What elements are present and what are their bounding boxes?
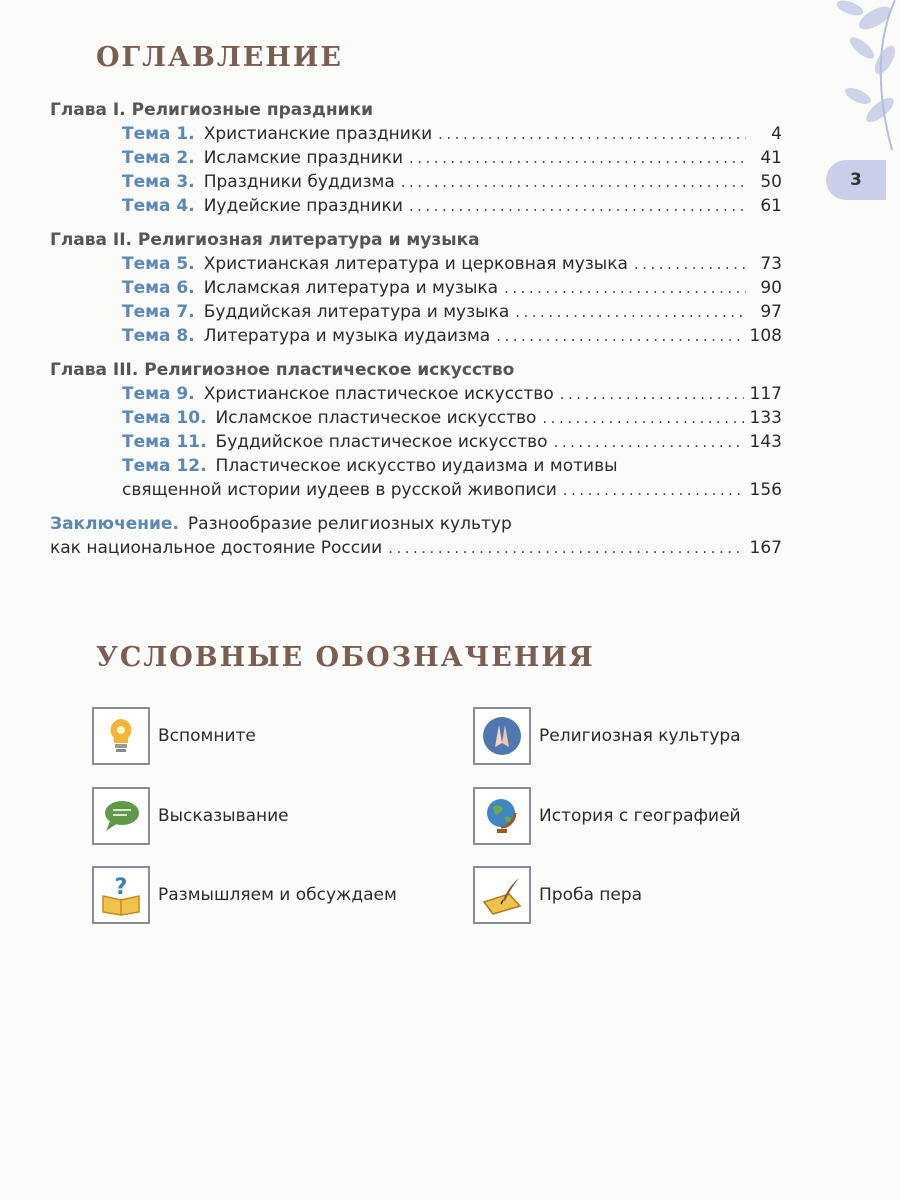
legend-label: Вспомните <box>158 726 256 746</box>
topic-text: Исламские праздники <box>203 148 403 168</box>
topic-text: Христианское пластическое искусство <box>203 384 554 404</box>
topic-page: 156 <box>749 480 782 500</box>
topic-label: Тема 9. <box>122 384 195 404</box>
topic-page: 143 <box>749 432 782 452</box>
toc-entry[interactable] <box>50 252 782 276</box>
speech-bubble-icon <box>92 787 150 845</box>
leader-dots <box>496 324 743 348</box>
toc-entry[interactable] <box>50 146 782 170</box>
topic-label: Тема 7. <box>122 302 195 322</box>
topic-text: священной истории иудеев в русской живописи <box>122 480 557 500</box>
legend-title: УСЛОВНЫЕ ОБОЗНАЧЕНИЯ <box>96 642 595 673</box>
toc-entry[interactable] <box>50 454 782 478</box>
topic-text: Буддийское пластическое искусство <box>215 432 548 452</box>
conclusion-text: как национальное достояние России <box>50 538 383 558</box>
topic-page: 41 <box>760 148 782 168</box>
toc-entry[interactable] <box>50 122 782 146</box>
legend-label: Высказывание <box>158 806 289 826</box>
topic-text: Христианская литература и церковная музыка <box>203 254 628 274</box>
topic-text: Христианские праздники <box>203 124 433 144</box>
legend-label: История с географией <box>539 806 741 826</box>
leader-dots <box>554 430 744 454</box>
topic-page: 133 <box>749 408 782 428</box>
leaf-decoration <box>780 0 900 160</box>
legend-label: Проба пера <box>539 885 643 905</box>
chapter-title: Глава III. Религиозное пластическое искусство <box>50 360 515 380</box>
toc-entry[interactable] <box>50 170 782 194</box>
topic-text: Буддийская литература и музыка <box>203 302 510 322</box>
topic-text: Литература и музыка иудаизма <box>203 326 491 346</box>
topic-label: Тема 3. <box>122 172 195 192</box>
toc-entry[interactable] <box>50 194 782 218</box>
leader-dots <box>438 122 746 146</box>
toc-entry[interactable] <box>50 276 782 300</box>
conclusion-label: Заключение. <box>50 514 179 534</box>
toc-entry-continuation[interactable] <box>50 536 782 560</box>
conclusion-text: Разнообразие религиозных культур <box>187 514 512 534</box>
leader-dots <box>634 252 746 276</box>
toc-entry[interactable] <box>50 430 782 454</box>
topic-label: Тема 12. <box>122 456 207 476</box>
leader-dots <box>409 194 746 218</box>
leader-dots <box>401 170 746 194</box>
table-of-contents <box>50 98 782 570</box>
chapter-title: Глава II. Религиозная литература и музыка <box>50 230 480 250</box>
topic-label: Тема 1. <box>122 124 195 144</box>
leader-dots <box>388 536 743 560</box>
topic-page: 61 <box>760 196 782 216</box>
toc-entry[interactable] <box>50 382 782 406</box>
legend-label: Религиозная культура <box>539 726 741 746</box>
toc-entry[interactable] <box>50 300 782 324</box>
toc-entry-continuation[interactable] <box>50 478 782 502</box>
page-number: 3 <box>850 170 862 190</box>
chapter-2 <box>50 228 782 348</box>
chapter-3 <box>50 358 782 502</box>
conclusion <box>50 512 782 560</box>
toc-entry[interactable] <box>50 324 782 348</box>
globe-icon <box>473 787 531 845</box>
topic-page: 4 <box>771 124 782 144</box>
lightbulb-icon <box>92 707 150 765</box>
legend-label: Размышляем и обсуждаем <box>158 885 397 905</box>
topic-page: 117 <box>749 384 782 404</box>
leader-dots <box>515 300 746 324</box>
legend-item-remember <box>92 707 256 765</box>
quill-pen-icon <box>473 866 531 924</box>
legend-item-religious-culture <box>473 707 741 765</box>
leader-dots <box>560 382 744 406</box>
topic-label: Тема 8. <box>122 326 195 346</box>
chapter-1 <box>50 98 782 218</box>
topic-label: Тема 6. <box>122 278 195 298</box>
leader-dots <box>563 478 744 502</box>
toc-entry[interactable] <box>50 512 782 536</box>
leader-dots <box>542 406 743 430</box>
topic-label: Тема 4. <box>122 196 195 216</box>
praying-hands-icon <box>473 707 531 765</box>
topic-text: Иудейские праздники <box>203 196 403 216</box>
legend-item-pen-trial <box>473 866 642 924</box>
topic-label: Тема 11. <box>122 432 207 452</box>
topic-page: 90 <box>760 278 782 298</box>
topic-text: Исламское пластическое искусство <box>215 408 537 428</box>
topic-text: Пластическое искусство иудаизма и мотивы <box>215 456 618 476</box>
topic-label: Тема 2. <box>122 148 195 168</box>
conclusion-page: 167 <box>749 538 782 558</box>
legend-item-discuss <box>92 866 397 924</box>
toc-entry[interactable] <box>50 406 782 430</box>
topic-page: 50 <box>760 172 782 192</box>
topic-text: Праздники буддизма <box>203 172 395 192</box>
topic-page: 108 <box>749 326 782 346</box>
topic-page: 73 <box>760 254 782 274</box>
leader-dots <box>504 276 746 300</box>
question-book-icon <box>92 866 150 924</box>
topic-label: Тема 10. <box>122 408 207 428</box>
legend-item-statement <box>92 787 289 845</box>
leader-dots <box>409 146 746 170</box>
topic-label: Тема 5. <box>122 254 195 274</box>
chapter-title: Глава I. Религиозные праздники <box>50 100 373 120</box>
page-number-tab <box>826 160 886 200</box>
svg-text:?: ? <box>114 875 128 900</box>
topic-page: 97 <box>760 302 782 322</box>
legend-item-history-geography <box>473 787 741 845</box>
topic-text: Исламская литература и музыка <box>203 278 499 298</box>
toc-title: ОГЛАВЛЕНИЕ <box>96 42 343 73</box>
